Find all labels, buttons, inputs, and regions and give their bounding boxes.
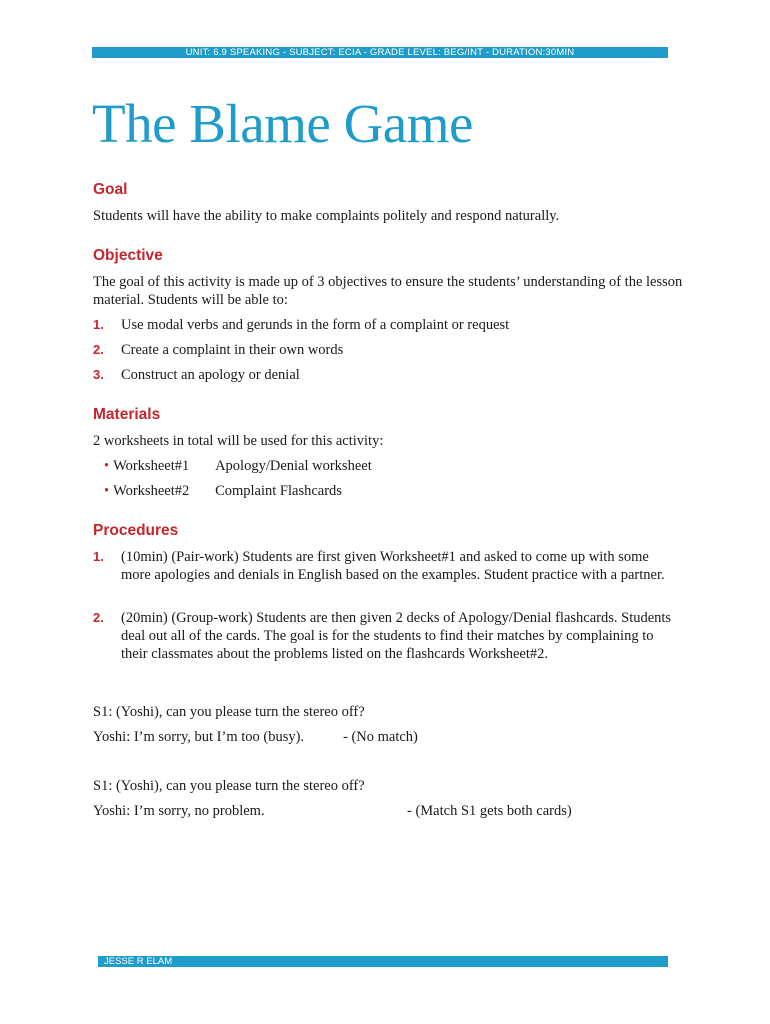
example-question: S1: (Yoshi), can you please turn the stereo off? (93, 778, 365, 794)
example-result: - (Match S1 gets both cards) (407, 803, 572, 819)
objective-item: Use modal verbs and gerunds in the form of a complaint or request (121, 317, 510, 333)
objective-item-number: 1. (93, 317, 104, 332)
procedure-item: (20min) (Group-work) Students are then given 2 decks of Apology/Denial flashcards. Students deal out all of the cards. The goal is for the students to find their matches by complaining to their classmates about the problems listed on the flashcards Worksheet#2. (121, 610, 672, 662)
example-answer: Yoshi: I’m sorry, but I’m too (busy). (93, 729, 305, 745)
objective-item-number: 3. (93, 367, 104, 382)
example-result: - (No match) (343, 729, 418, 745)
header-bar (92, 47, 668, 58)
page-title: The Blame Game (92, 93, 473, 154)
example-answer: Yoshi: I’m sorry, no problem. (93, 803, 265, 819)
materials-item (104, 457, 372, 475)
objective-item: Construct an apology or denial (121, 367, 300, 383)
bullet-icon: • (104, 458, 110, 474)
worksheet-desc: Apology/Denial worksheet (215, 458, 372, 474)
goal-heading: Goal (93, 181, 128, 198)
materials-intro: 2 worksheets in total will be used for this activity: (93, 433, 384, 449)
materials-item (104, 482, 342, 500)
goal-text: Students will have the ability to make complaints politely and respond naturally. (93, 208, 560, 224)
procedure-item-number: 2. (93, 610, 104, 625)
materials-heading: Materials (93, 406, 161, 423)
objective-heading: Objective (93, 247, 163, 264)
worksheet-name: Worksheet#2 (113, 483, 190, 499)
objective-item-number: 2. (93, 342, 104, 357)
header-text: UNIT: 6.9 SPEAKING - SUBJECT: ECIA - GRADE LEVEL: BEG/INT - DURATION:30MIN (185, 47, 575, 58)
procedure-item: (10min) (Pair-work) Students are first given Worksheet#1 and asked to come up with some more apologies and denials in English based on the examples. Student practice with a partner. (121, 549, 665, 583)
bullet-icon: • (104, 483, 110, 499)
worksheet-desc: Complaint Flashcards (215, 483, 342, 499)
procedure-item-number: 1. (93, 549, 104, 564)
objective-intro: The goal of this activity is made up of 3 objectives to ensure the students’ understanding of the lesson material. Students will be able to: (93, 274, 683, 308)
objective-item: Create a complaint in their own words (121, 342, 344, 358)
example-question: S1: (Yoshi), can you please turn the stereo off? (93, 704, 365, 720)
procedures-heading: Procedures (93, 522, 179, 539)
worksheet-name: Worksheet#1 (113, 458, 190, 474)
footer-author: JESSE R ELAM (104, 956, 173, 967)
footer-bar (98, 956, 668, 967)
